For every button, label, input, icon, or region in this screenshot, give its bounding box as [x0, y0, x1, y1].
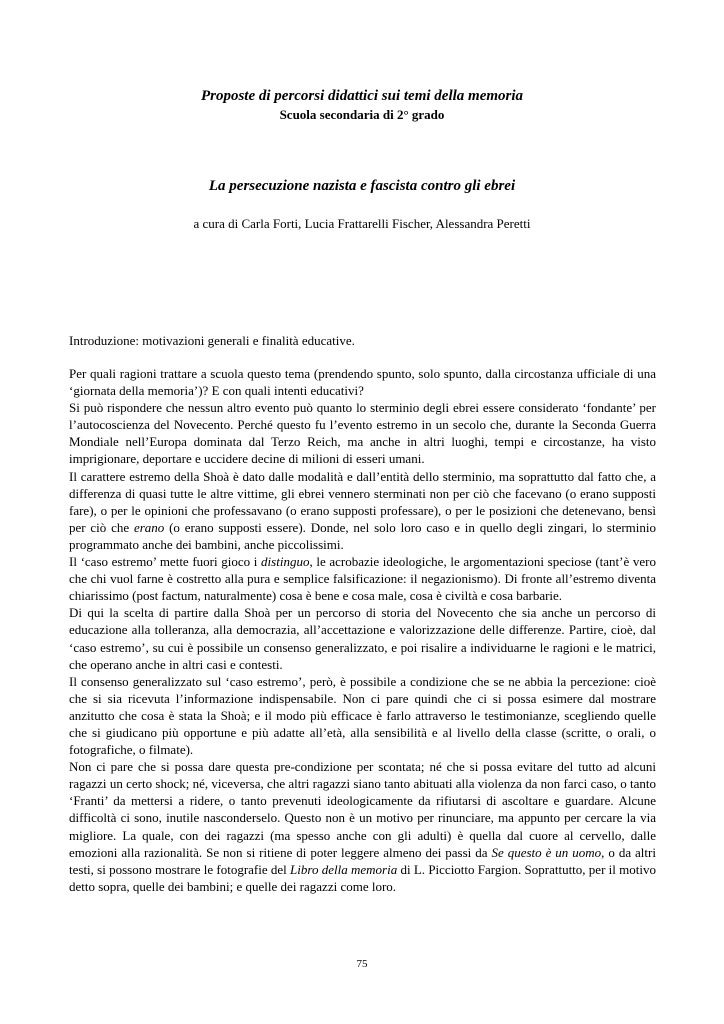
- document-subtitle: Scuola secondaria di 2° grado: [279, 107, 445, 122]
- text-run: (o erano supposti essere). Donde, nel solo loro caso e in quello degli zingari, lo sterminio programmato anche dei bambini, anche piccolissimi.: [69, 519, 656, 552]
- text-run: Il carattere estremo della Shoà è dato dalle modalità e dall’entità dello sterminio, ma soprattutto dal fatto che, a differenza di quasi tutte le altre vittime, gli ebrei vennero sterminati non per ciò che facevano (o erano supposti fare), o per le opinioni che professavano (o erano supposti professare), o per le posizioni che detenevano, bensì per ciò che: [69, 468, 656, 535]
- document-title: Proposte di percorsi didattici sui temi della memoria: [200, 88, 524, 104]
- body-text: [69, 365, 656, 895]
- text-run: Il ‘caso estremo’ mette fuori gioco i: [69, 554, 262, 570]
- text-run: di L. Picciotto Fargion. Soprattutto, per il motivo detto sopra, quelle dei bambini; e quelle dei ragazzi come loro.: [69, 861, 656, 894]
- paragraph: Il consenso generalizzato sul ‘caso estremo’, però, è possibile a condizione che se ne abbia la percezione: cioè che si sia ricevuta l’informazione indispensabile. Non ci pare quindi che ci si possa esimere dal mostrare anzitutto che cosa è stata la Shoà; e il modo più efficace è farlo attraverso le testimonianze, scegliendo quelle che si giudicano più opportune e più adatte all’età, alla sensibilità e al livello della classe (scritte, o orali, o fotografiche, o filmate).: [69, 673, 656, 758]
- text-run: , o da altri testi, si possono mostrare le fotografie del: [69, 844, 656, 877]
- section-title: La persecuzione nazista e fascista contro gli ebrei: [208, 178, 516, 194]
- emphasis-text: erano: [133, 519, 165, 535]
- book-title: Libro della memoria: [290, 861, 398, 877]
- text-run: Non ci pare che si possa dare questa pre-condizione per scontata; né che si possa evitare del tutto ad alcuni ragazzi un certo shock; né, viceversa, che altri ragazzi siano tanto abituati alla violenza da non farci caso, o tanto ‘Franti’ da mettersi a ridere, o tanto prevenuti ideologicamente da rifiutarsi di ascoltare e guardare. Alcune difficoltà ci sono, inutile nasconderselo. Questo non è un motivo per rinunciare, ma appunto per cercare la via migliore. La quale, con dei ragazzi (ma spesso anche con gli adulti) è quella dal cuore al cervello, dalle emozioni alla razionalità. Se non si ritiene di poter leggere almeno dei passi da: [69, 759, 656, 860]
- intro-heading: Introduzione: motivazioni generali e finalità educative.: [69, 333, 355, 348]
- paragraph: [69, 758, 656, 895]
- book-title: Se questo è un uomo: [491, 844, 602, 860]
- paragraph: Di qui la scelta di partire dalla Shoà per un percorso di storia del Novecento che sia anche un percorso di educazione alla tolleranza, alla democrazia, all’accettazione e valorizzazione delle differenze. Partire, cioè, dal ‘caso estremo’, su cui è possibile un consenso generalizzato, e poi risalire a individuarne le ragioni e le matrici, che operano anche in altri casi e contesti.: [69, 605, 656, 672]
- paragraph: [69, 553, 656, 604]
- paragraph: Si può rispondere che nessun altro evento può quanto lo sterminio degli ebrei essere considerato ‘fondante’ per l’autocoscienza del Novecento. Perché questo fu l’evento estremo in un secolo che, durante la Seconda Guerra Mondiale nell’Europa dominata dal Terzo Reich, ma anche in altri luoghi, tempi e circostanze, ha visto imprigionare, deportare e uccidere decine di milioni di esseri umani.: [69, 400, 656, 467]
- page-number: 75: [356, 958, 368, 970]
- paragraph: [69, 468, 656, 553]
- paragraph: Per quali ragioni trattare a scuola questo tema (prendendo spunto, solo spunto, dalla circostanza ufficiale di una ‘giornata della memoria’)? E con quali intenti educativi?: [69, 366, 656, 399]
- authors-line: a cura di Carla Forti, Lucia Frattarelli Fischer, Alessandra Peretti: [193, 216, 531, 231]
- emphasis-text: distinguo: [261, 554, 310, 570]
- text-run: , le acrobazie ideologiche, le argomentazioni speciose (tant’è vero che chi vuol farne è costretto alla pura e semplice falsificazione: il negazionismo). Di fronte all’estremo diventa chiarissimo (post factum, naturalmente) cosa è bene e cosa male, cosa è civiltà e cosa barbarie.: [69, 554, 656, 604]
